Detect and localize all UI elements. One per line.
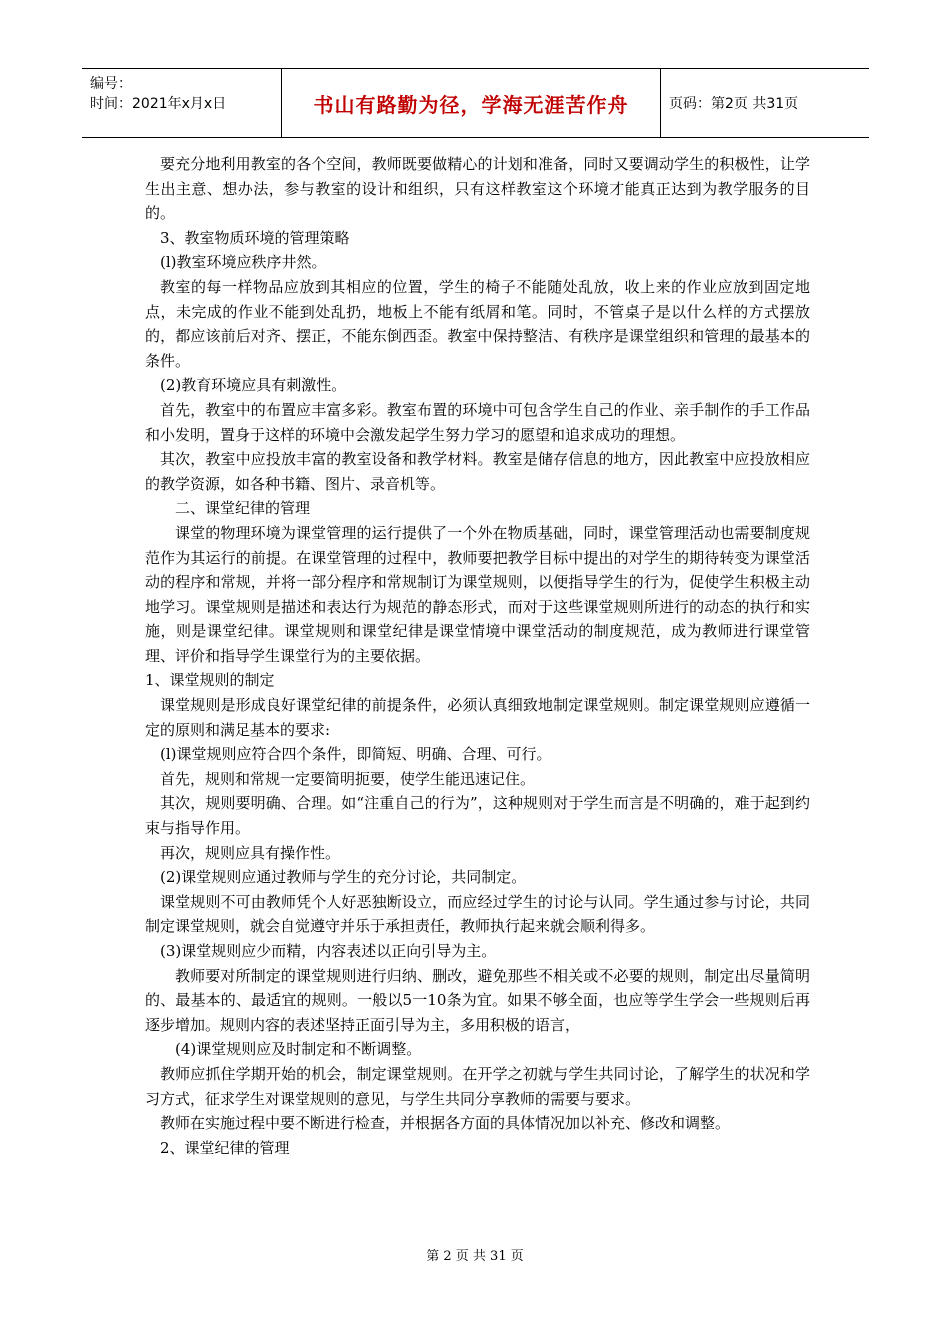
paragraph: 再次，规则应具有操作性。 [160, 843, 341, 862]
paragraph: 其次，教室中应投放丰富的教室设备和教学材料。教室是储存信息的地方，因此教室中应投放相应的教学资源，如各种书籍、图片、录音机等。 [145, 450, 810, 493]
section-heading: 3、教室物质环境的管理策略 [160, 228, 350, 247]
paragraph: (l)课堂规则应符合四个条件，即简短、明确、合理、可行。 [160, 745, 552, 764]
section-heading: 二、课堂纪律的管理 [175, 499, 311, 518]
date-label: 时间：2021年x月x日 [90, 96, 227, 112]
page-footer: 第 2 页 共 31 页 [426, 1249, 524, 1264]
paragraph: 首先，规则和常规一定要简明扼要，使学生能迅速记住。 [160, 769, 536, 788]
document-body [145, 152, 810, 1160]
header-motto-cell [282, 69, 661, 137]
paragraph: (2)教育环境应具有刺激性。 [160, 376, 347, 395]
paragraph: (2)课堂规则应通过教师与学生的充分讨论，共同制定。 [160, 868, 527, 887]
paragraph: (l)教室环境应秩序井然。 [160, 253, 327, 272]
section-heading: 2、课堂纪律的管理 [160, 1138, 290, 1157]
paragraph: 课堂规则不可由教师凭个人好恶独断设立，而应经过学生的讨论与认同。学生通过参与讨论，共同制定课堂规则，就会自觉遵守并乐于承担责任，教师执行起来就会顺利得多。 [145, 892, 810, 936]
header-meta [82, 69, 282, 137]
number-label: 编号： [90, 76, 132, 92]
paragraph: (4)课堂规则应及时制定和不断调整。 [175, 1040, 422, 1059]
paragraph: 教师应抓住学期开始的机会，制定课堂规则。在开学之初就与学生共同讨论，了解学生的状况和学习方式，征求学生对课堂规则的意见，与学生共同分享教师的需要与要求。 [145, 1064, 810, 1108]
paragraph: 教师在实施过程中要不断进行检查，并根据各方面的具体情况加以补充、修改和调整。 [160, 1114, 731, 1133]
paragraph: 要充分地利用教室的各个空间，教师既要做精心的计划和准备，同时又要调动学生的积极性，让学生出主意、想办法，参与教室的设计和组织，只有这样教室这个环境才能真正达到为教学服务的目的。 [145, 155, 810, 223]
motto: 书山有路勤为径，学海无涯苦作舟 [313, 92, 629, 117]
header-table [82, 68, 869, 138]
page-info: 页码：第2页 共31页 [669, 96, 799, 112]
paragraph: 课堂的物理环境为课堂管理的运行提供了一个外在物质基础，同时，课堂管理活动也需要制度规范作为其运行的前提。在课堂管理的过程中，教师要把教学目标中提出的对学生的期待转变为课堂活动的程序和常规，并将一部分程序和常规制订为课堂规则，以便指导学生的行为，促使学生积极主动地学习。课堂规则是描述和表达行为规范的静态形式，而对于这些课堂规则所进行的动态的执行和实施，则是课堂纪律。课堂规则和课堂纪律是课堂情境中课堂活动的制度规范，成为教师进行课堂管理、评价和指导学生课堂行为的主要依据。 [145, 523, 810, 665]
paragraph: 首先，教室中的布置应丰富多彩。教室布置的环境中可包含学生自己的作业、亲手制作的手工作品和小发明，置身于这样的环境中会激发起学生努力学习的愿望和追求成功的理想。 [145, 400, 810, 444]
paragraph: 课堂规则是形成良好课堂纪律的前提条件，必须认真细致地制定课堂规则。制定课堂规则应遵循一定的原则和满足基本的要求: [145, 696, 810, 739]
paragraph: (3)课堂规则应少而精，内容表述以正向引导为主。 [160, 942, 497, 960]
paragraph: 其次，规则要明确、合理。如“注重自己的行为”，这种规则对于学生而言是不明确的，难于起到约束与指导作用。 [145, 794, 810, 838]
paragraph: 教室的每一样物品应放到其相应的位置，学生的椅子不能随处乱放，收上来的作业应放到固定地点，未完成的作业不能到处乱扔，地板上不能有纸屑和笔。同时，不管桌子是以什么样的方式摆放的，都应该前后对齐、摆正，不能东倒西歪。教室中保持整洁、有秩序是课堂组织和管理的最基本的条件。 [145, 277, 810, 370]
section-heading: 1、课堂规则的制定 [145, 671, 275, 690]
paragraph: 教师要对所制定的课堂规则进行归纳、删改，避免那些不相关或不必要的规则，制定出尽量简明的、最基本的、最适宜的规则。一般以5一10条为宜。如果不够全面，也应等学生学会一些规则后再逐步增加。规则内容的表述坚持正面引导为主，多用积极的语言， [145, 966, 810, 1034]
